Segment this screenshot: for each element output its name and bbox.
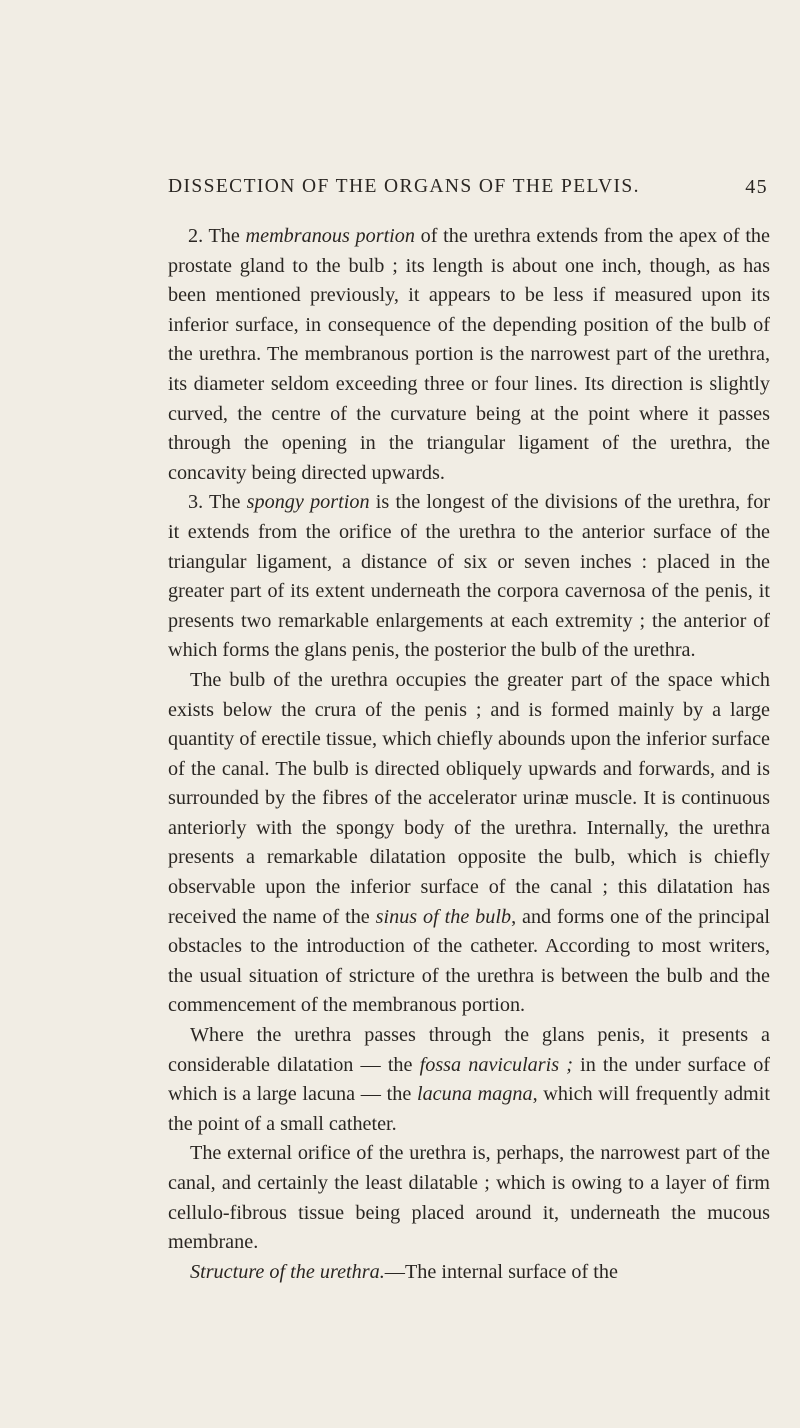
text-run: 2. The (188, 225, 246, 247)
text-run: —The internal surface of the (384, 1260, 618, 1283)
paragraph-spongy-portion (168, 488, 770, 666)
italic-term: fossa navicularis ; (419, 1053, 573, 1076)
page-number: 45 (745, 176, 768, 198)
text-run: The bulb of the urethra occupies the greater part of the space which exists below the crura of the penis ; and is formed mainly by a large quantity of erectile tissue, which chiefly abounds upon the inferior surface of the canal. The bulb is directed obliquely upwards and forwards, and is surrounded by the fibres of the accelerator urinæ muscle. It is continuous anteriorly with the spongy body of the urethra. Internally, the urethra presents a remarkable dilatation opposite the bulb, which is chiefly observable upon the inferior surface of the canal ; this dilatation has received the name of the (168, 668, 770, 928)
text-run: 3. The (188, 491, 247, 514)
text-run: , and forms one of the principal obstacles to the introduction of the catheter. According to most writers, the usual situation of stricture of the urethra is between the bulb and the commencement of the membranous portion. (168, 905, 771, 1017)
text-run: is the longest of the divisions of the urethra, for it extends from the orifice of the urethra to the anterior surface of the triangular ligament, a distance of six or seven inches : placed in the greater part of its extent underneath the corpora cavernosa of the penis, it presents two remarkable enlargements at each extremity ; the anterior of which forms the glans penis, the posterior the bulb of the urethra. (168, 491, 771, 662)
body-text (168, 222, 770, 1287)
text-run: of the urethra extends from the apex of the prostate gland to the bulb ; its length is about one inch, though, as has been mentioned previously, it appears to be less if measured upon its inferior surface, in consequence of the depending position of the bulb of the urethra. The membranous portion is the narrowest part of the urethra, its diameter seldom exceeding three or four lines. Its direction is slightly curved, the centre of the curvature being at the point where it passes through the opening in the triangular ligament of the urethra, the concavity being directed upwards. (168, 225, 770, 484)
paragraph-structure (168, 1258, 770, 1288)
paragraph-bulb (168, 666, 770, 1021)
italic-term: sinus of the bulb (375, 905, 512, 928)
italic-term: membranous portion (245, 225, 415, 247)
text-run: , which will frequently admit the point of a small catheter. (168, 1083, 770, 1135)
italic-heading: Structure of the urethra. (190, 1260, 385, 1283)
text-run: in the under surface of which is a large lacuna — the (168, 1053, 771, 1106)
italic-term: lacuna magna (416, 1083, 533, 1106)
running-header (168, 176, 768, 204)
text-run: Where the urethra passes through the glans penis, it presents a considerable dilatation — the (168, 1024, 770, 1076)
italic-term: spongy portion (246, 491, 370, 514)
paragraph-glans (168, 1021, 770, 1139)
paragraph-membranous-portion (168, 222, 770, 488)
running-title: DISSECTION OF THE ORGANS OF THE PELVIS. (168, 176, 640, 197)
paragraph-external-orifice (168, 1139, 770, 1257)
text-run: The external orifice of the urethra is, perhaps, the narrowest part of the canal, and certainly the least dilatable ; which is owing to a layer of firm cellulo-fibrous tissue being placed around it, underneath the mucous membrane. (168, 1142, 770, 1254)
